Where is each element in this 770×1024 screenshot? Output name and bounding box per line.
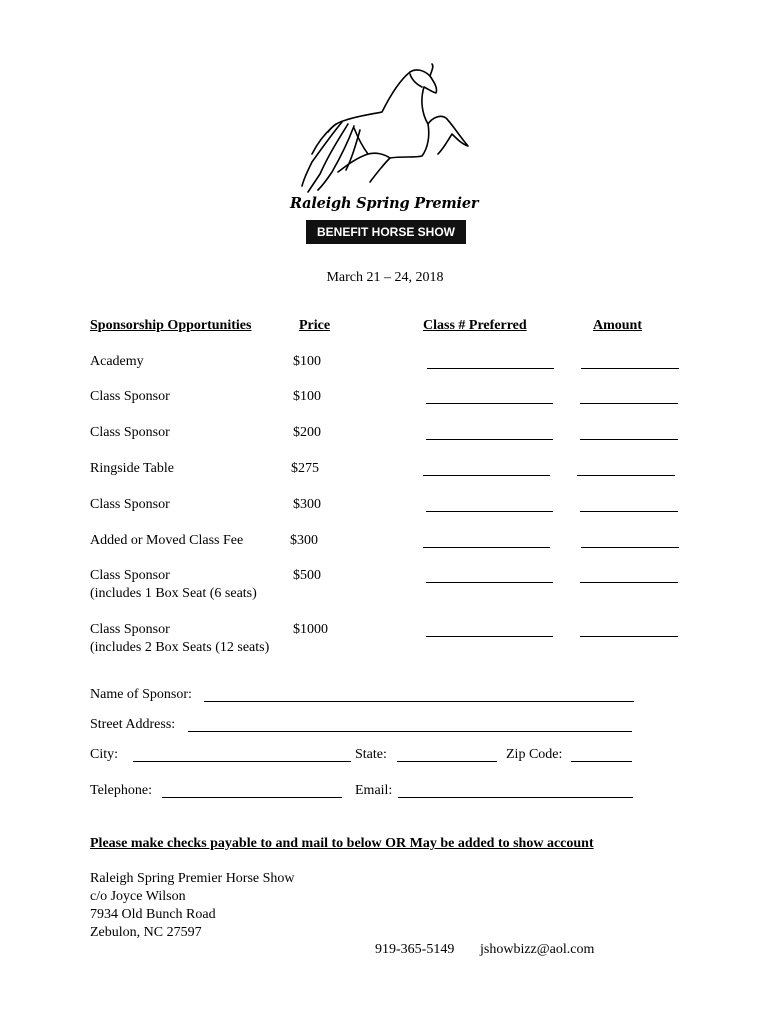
city-field[interactable] <box>133 761 351 762</box>
row-name: Ringside Table <box>90 461 174 476</box>
class-preferred-field[interactable] <box>426 439 553 440</box>
mailing-address <box>90 870 295 942</box>
zip-code-label: Zip Code: <box>506 747 563 762</box>
class-preferred-field[interactable] <box>426 403 553 404</box>
row-price: $500 <box>293 568 321 583</box>
class-preferred-field[interactable] <box>426 636 553 637</box>
amount-field[interactable] <box>580 582 678 583</box>
header-sponsorship-opportunities: Sponsorship Opportunities <box>90 318 252 333</box>
show-logo <box>282 62 482 247</box>
street-address-field[interactable] <box>188 731 632 732</box>
row-note: (includes 1 Box Seat (6 seats) <box>90 586 257 601</box>
amount-field[interactable] <box>580 439 678 440</box>
row-price: $100 <box>293 389 321 404</box>
sponsor-name-label: Name of Sponsor: <box>90 687 192 702</box>
contact-phone: 919-365-5149 <box>375 942 455 957</box>
row-name: Class Sponsor <box>90 425 170 440</box>
email-field[interactable] <box>398 797 633 798</box>
horse-logo-icon <box>282 62 482 197</box>
amount-field[interactable] <box>580 511 678 512</box>
event-date: March 21 – 24, 2018 <box>326 270 444 285</box>
address-line: 7934 Old Bunch Road <box>90 907 216 922</box>
logo-banner: BENEFIT HORSE SHOW <box>306 220 466 244</box>
payment-notice: Please make checks payable to and mail to below OR May be added to show account <box>90 836 594 851</box>
row-name: Class Sponsor <box>90 568 170 583</box>
row-price: $300 <box>290 533 318 548</box>
row-price: $275 <box>291 461 319 476</box>
state-label: State: <box>355 747 387 762</box>
amount-field[interactable] <box>580 636 678 637</box>
row-name: Class Sponsor <box>90 389 170 404</box>
telephone-field[interactable] <box>162 797 342 798</box>
row-name: Academy <box>90 354 144 369</box>
header-amount: Amount <box>593 318 643 333</box>
sponsor-name-field[interactable] <box>204 701 634 702</box>
row-name: Added or Moved Class Fee <box>90 533 244 548</box>
amount-field[interactable] <box>577 475 675 476</box>
row-price: $100 <box>293 354 321 369</box>
class-preferred-field[interactable] <box>426 511 553 512</box>
class-preferred-field[interactable] <box>423 547 550 548</box>
telephone-label: Telephone: <box>90 783 152 798</box>
address-line: Zebulon, NC 27597 <box>90 925 202 940</box>
street-address-label: Street Address: <box>90 717 176 732</box>
row-note: (includes 2 Box Seats (12 seats) <box>90 640 270 655</box>
row-name: Class Sponsor <box>90 622 170 637</box>
zip-code-field[interactable] <box>571 761 632 762</box>
state-field[interactable] <box>397 761 497 762</box>
address-line: c/o Joyce Wilson <box>90 889 186 904</box>
logo-script-title: Raleigh Spring Premier <box>290 195 479 212</box>
class-preferred-field[interactable] <box>426 582 553 583</box>
row-price: $300 <box>293 497 321 512</box>
amount-field[interactable] <box>581 547 679 548</box>
contact-email: jshowbizz@aol.com <box>480 942 595 957</box>
row-price: $1000 <box>293 622 328 637</box>
row-name: Class Sponsor <box>90 497 170 512</box>
row-price: $200 <box>293 425 321 440</box>
city-label: City: <box>90 747 119 762</box>
header-price: Price <box>299 318 331 333</box>
address-line: Raleigh Spring Premier Horse Show <box>90 871 295 886</box>
email-label: Email: <box>355 783 393 798</box>
class-preferred-field[interactable] <box>423 475 550 476</box>
header-class-preferred: Class # Preferred <box>423 318 527 333</box>
class-preferred-field[interactable] <box>427 368 554 369</box>
amount-field[interactable] <box>581 368 679 369</box>
amount-field[interactable] <box>580 403 678 404</box>
